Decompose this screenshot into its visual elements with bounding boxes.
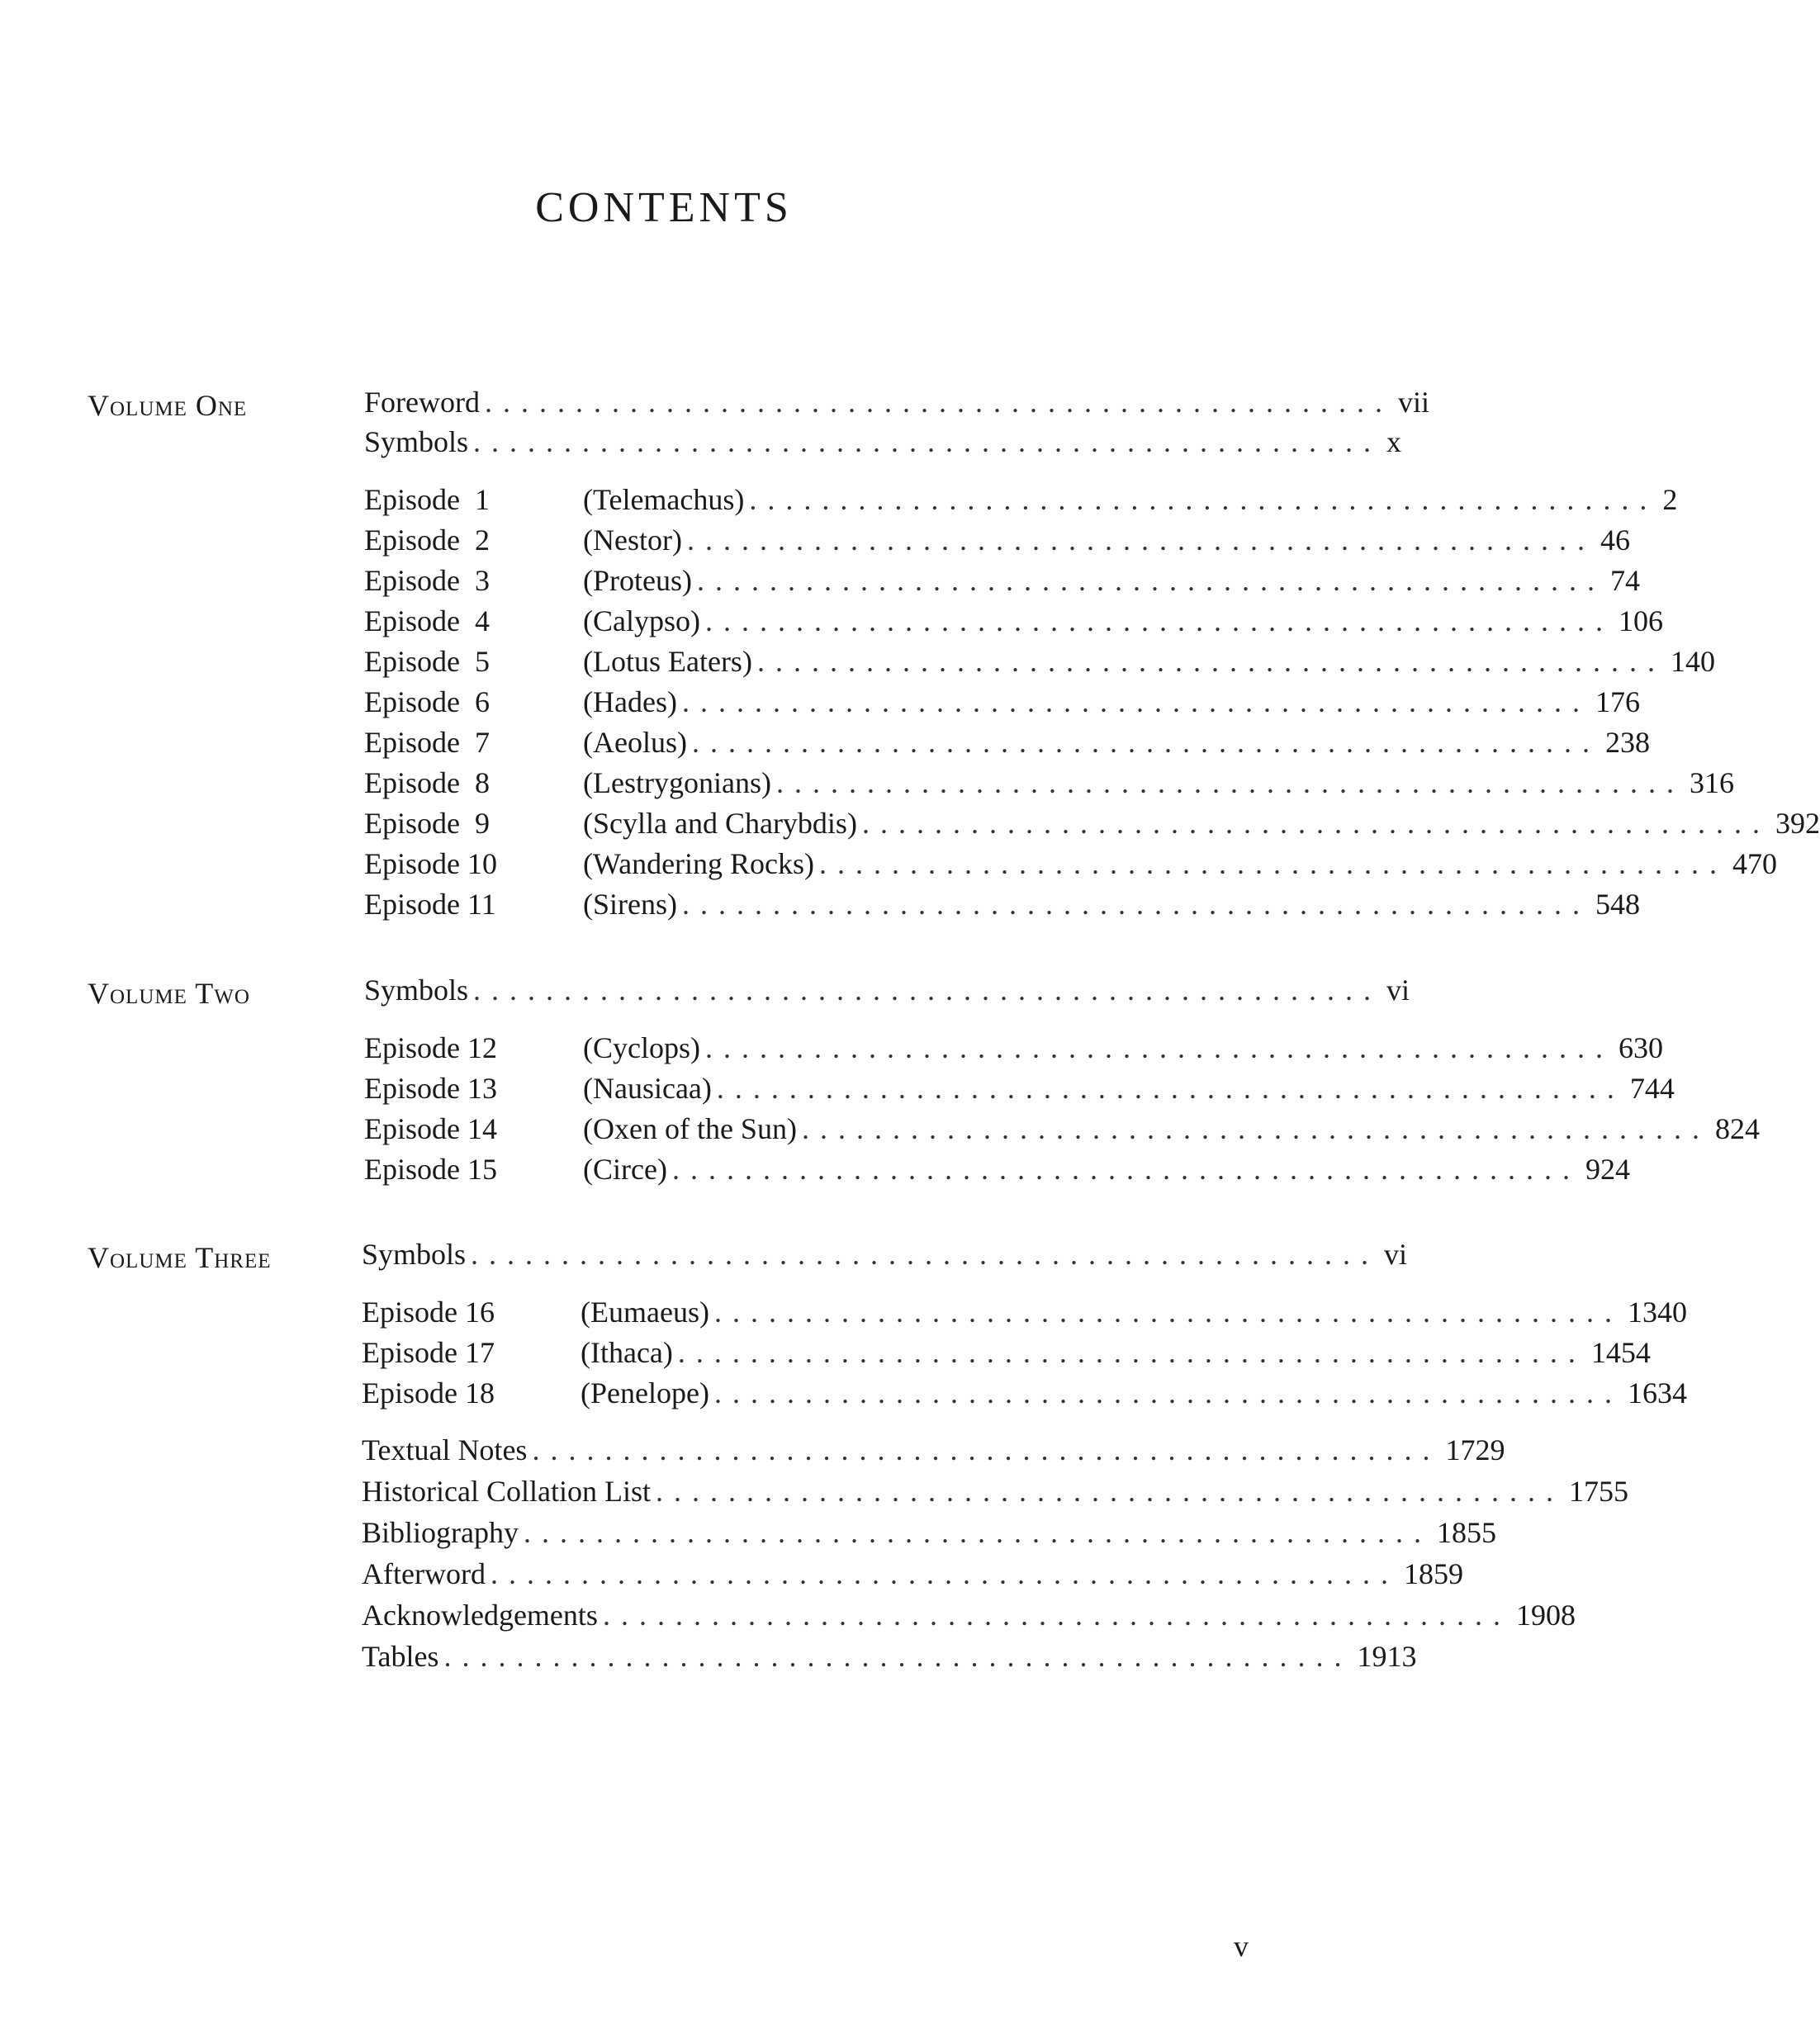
page-number: 74 xyxy=(1609,564,1640,597)
toc-episode-row xyxy=(364,685,1640,721)
toc-episode-row xyxy=(362,1335,1651,1372)
toc-episode-row xyxy=(364,846,1778,883)
episode-label: Episode 16 xyxy=(362,1296,495,1329)
toc-episode-row xyxy=(364,482,1678,519)
episode-label: Episode 17 xyxy=(362,1336,495,1369)
page-number: x xyxy=(1386,425,1402,458)
page-number: 1454 xyxy=(1590,1336,1651,1369)
dot-leader: .................................................. xyxy=(532,1433,1441,1466)
page-number: 1634 xyxy=(1627,1376,1687,1409)
page-title: CONTENTS xyxy=(535,184,793,231)
episode-title: (Oxen of the Sun) xyxy=(583,1112,797,1145)
page-number: vi xyxy=(1386,974,1410,1007)
page-number: 392 xyxy=(1775,807,1820,840)
toc-entry-symbols xyxy=(364,424,1402,461)
page-number: 1755 xyxy=(1568,1475,1628,1508)
episode-label: Episode 15 xyxy=(364,1153,497,1186)
episode-label: Episode 4 xyxy=(364,604,490,637)
dot-leader: .................................................. xyxy=(713,1296,1623,1329)
toc-entry-textual-notes xyxy=(362,1433,1505,1469)
dot-leader: .................................................. xyxy=(602,1599,1511,1632)
dot-leader: .................................................. xyxy=(655,1475,1564,1508)
episode-title: (Cyclops) xyxy=(583,1031,700,1064)
toc-entry-afterword xyxy=(362,1556,1463,1593)
page-number: 824 xyxy=(1714,1112,1760,1145)
entry-title: Symbols xyxy=(364,974,469,1007)
episode-title: (Telemachus) xyxy=(583,483,745,516)
volume-two-label: Volume Two xyxy=(88,977,250,1010)
episode-label: Episode 13 xyxy=(364,1072,497,1105)
toc-episode-row xyxy=(364,644,1715,680)
toc-entry-historical-collation-list xyxy=(362,1474,1628,1510)
dot-leader: .................................................. xyxy=(490,1557,1399,1590)
page-number: 1913 xyxy=(1357,1640,1417,1673)
page-number: 316 xyxy=(1689,766,1734,799)
episode-title: (Circe) xyxy=(583,1153,667,1186)
episode-title: (Wandering Rocks) xyxy=(583,847,815,880)
entry-title: Historical Collation List xyxy=(362,1475,651,1508)
dot-leader: .................................................. xyxy=(484,386,1393,419)
page-number: 1908 xyxy=(1515,1599,1576,1632)
toc-entry-bibliography xyxy=(362,1515,1496,1552)
dot-leader: .................................................. xyxy=(819,847,1728,880)
dot-leader: .................................................. xyxy=(861,807,1770,840)
toc-episode-row xyxy=(364,1152,1630,1188)
entry-title: Textual Notes xyxy=(362,1433,528,1466)
page-number: 744 xyxy=(1629,1072,1675,1105)
dot-leader: .................................................. xyxy=(443,1640,1353,1673)
episode-label: Episode 2 xyxy=(364,524,490,557)
entry-title: Acknowledgements xyxy=(362,1599,598,1632)
dot-leader: .................................................. xyxy=(681,685,1590,718)
page-number: 140 xyxy=(1670,645,1715,678)
dot-leader: .................................................. xyxy=(696,564,1605,597)
episode-title: (Hades) xyxy=(583,685,677,718)
episode-label: Episode 3 xyxy=(364,564,490,597)
page-number: 1729 xyxy=(1445,1433,1505,1466)
volume-one-label: Volume One xyxy=(88,389,248,422)
entry-title: Bibliography xyxy=(362,1516,519,1549)
toc-episode-row xyxy=(364,563,1640,599)
toc-episode-row xyxy=(364,604,1663,640)
dot-leader: .................................................. xyxy=(704,604,1614,637)
page-number: 1855 xyxy=(1436,1516,1496,1549)
dot-leader: .................................................. xyxy=(756,645,1666,678)
toc-entry-symbols xyxy=(364,973,1410,1009)
toc-entry-symbols xyxy=(362,1237,1408,1273)
page-number: 630 xyxy=(1618,1031,1663,1064)
toc-episode-row xyxy=(362,1376,1687,1412)
episode-title: (Eumaeus) xyxy=(581,1296,709,1329)
dot-leader: .................................................. xyxy=(681,888,1590,921)
episode-title: (Calypso) xyxy=(583,604,700,637)
episode-title: (Lestrygonians) xyxy=(583,766,771,799)
page-number: 106 xyxy=(1618,604,1663,637)
dot-leader: .................................................. xyxy=(473,425,1382,458)
dot-leader: .................................................. xyxy=(677,1336,1586,1369)
dot-leader: .................................................. xyxy=(671,1153,1581,1186)
episode-title: (Proteus) xyxy=(583,564,692,597)
toc-episode-row xyxy=(364,1030,1663,1067)
entry-title: Foreword xyxy=(364,386,480,419)
episode-title: (Nestor) xyxy=(583,524,682,557)
dot-leader: .................................................. xyxy=(749,483,1658,516)
episode-title: (Lotus Eaters) xyxy=(583,645,752,678)
page-number: 176 xyxy=(1595,685,1640,718)
dot-leader: .................................................. xyxy=(691,726,1600,759)
episode-title: (Aeolus) xyxy=(583,726,687,759)
dot-leader: .................................................. xyxy=(775,766,1685,799)
episode-title: (Ithaca) xyxy=(581,1336,673,1369)
episode-label: Episode 8 xyxy=(364,766,490,799)
page-number: 238 xyxy=(1604,726,1650,759)
toc-entry-acknowledgements xyxy=(362,1598,1576,1634)
page-number: 2 xyxy=(1662,483,1678,516)
episode-label: Episode 10 xyxy=(364,847,497,880)
dot-leader: .................................................. xyxy=(716,1072,1625,1105)
episode-title: (Sirens) xyxy=(583,888,677,921)
page-number: 1859 xyxy=(1403,1557,1463,1590)
episode-label: Episode 1 xyxy=(364,483,490,516)
toc-entry-tables xyxy=(362,1639,1417,1675)
episode-label: Episode 9 xyxy=(364,807,490,840)
episode-label: Episode 11 xyxy=(364,888,496,921)
episode-label: Episode 5 xyxy=(364,645,490,678)
episode-label: Episode 18 xyxy=(362,1376,495,1409)
episode-title: (Penelope) xyxy=(581,1376,709,1409)
toc-episode-row xyxy=(364,765,1734,802)
toc-episode-row xyxy=(364,1071,1675,1107)
toc-episode-row xyxy=(364,806,1820,842)
page-number: 924 xyxy=(1585,1153,1630,1186)
toc-entry-foreword xyxy=(364,385,1429,421)
episode-label: Episode 7 xyxy=(364,726,490,759)
episode-label: Episode 6 xyxy=(364,685,490,718)
episode-title: (Scylla and Charybdis) xyxy=(583,807,857,840)
dot-leader: .................................................. xyxy=(704,1031,1614,1064)
dot-leader: .................................................. xyxy=(801,1112,1710,1145)
entry-title: Tables xyxy=(362,1640,439,1673)
toc-episode-row xyxy=(362,1295,1687,1331)
volume-three-label: Volume Three xyxy=(88,1241,272,1274)
entry-title: Symbols xyxy=(364,425,469,458)
page-number: 470 xyxy=(1732,847,1778,880)
episode-label: Episode 12 xyxy=(364,1031,497,1064)
entry-title: Afterword xyxy=(362,1557,486,1590)
dot-leader: .................................................. xyxy=(686,524,1595,557)
toc-episode-row xyxy=(364,1111,1760,1148)
dot-leader: .................................................. xyxy=(473,974,1382,1007)
folio-page-number: v xyxy=(1234,1930,1249,1963)
page-number: 1340 xyxy=(1627,1296,1687,1329)
episode-title: (Nausicaa) xyxy=(583,1072,712,1105)
toc-episode-row xyxy=(364,887,1640,923)
dot-leader: .................................................. xyxy=(523,1516,1432,1549)
dot-leader: .................................................. xyxy=(713,1376,1623,1409)
page-number: vi xyxy=(1384,1238,1408,1271)
toc-episode-row xyxy=(364,725,1650,761)
page-number: vii xyxy=(1397,386,1429,419)
toc-episode-row xyxy=(364,523,1630,559)
episode-label: Episode 14 xyxy=(364,1112,497,1145)
page-number: 46 xyxy=(1600,524,1630,557)
dot-leader: .................................................. xyxy=(471,1238,1380,1271)
page-number: 548 xyxy=(1595,888,1640,921)
entry-title: Symbols xyxy=(362,1238,467,1271)
